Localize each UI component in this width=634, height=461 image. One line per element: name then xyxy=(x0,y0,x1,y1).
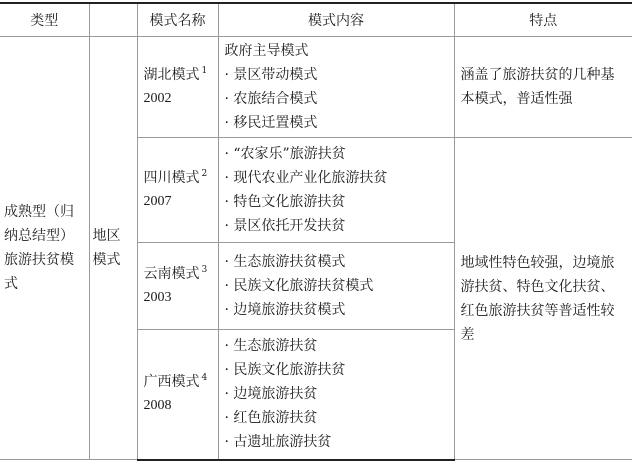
mode-content-cell xyxy=(218,330,454,460)
type-label: 成熟型（归纳总结型）旅游扶贫模式 xyxy=(4,204,74,292)
mode-year: 2007 xyxy=(143,194,172,209)
content-line: · 民族文化旅游扶贫 xyxy=(224,362,346,379)
feature-text: 地域性特色较强，边境旅游扶贫、特色文化扶贫、红色旅游扶贫等普适性较差 xyxy=(460,254,615,343)
header-mode-content: 模式内容 xyxy=(218,3,454,37)
footnote-mark: 4 xyxy=(201,373,208,384)
mode-name: 广西模式 xyxy=(143,374,200,391)
mode-year: 2008 xyxy=(143,398,172,414)
content-line: 政府主导模式 xyxy=(224,43,309,59)
mode-name: 云南模式 xyxy=(143,266,200,282)
content-line: · 特色文化旅游扶贫 xyxy=(224,194,346,210)
feature-text: 涵盖了旅游扶贫的几种基本模式，普适性强 xyxy=(460,67,615,107)
mode-name-cell xyxy=(137,37,218,138)
content-line: · 民族文化旅游扶贫模式 xyxy=(224,278,374,294)
feature-cell xyxy=(454,37,632,138)
content-line: · 古遗址旅游扶贫 xyxy=(224,434,332,451)
mode-table xyxy=(0,2,632,461)
feature-cell xyxy=(454,138,632,460)
content-line: · 红色旅游扶贫 xyxy=(224,410,318,427)
content-line: · 生态旅游扶贫模式 xyxy=(224,254,346,270)
mode-year: 2002 xyxy=(143,91,172,106)
header-features: 特点 xyxy=(454,3,632,37)
header-type: 类型 xyxy=(0,3,89,37)
content-line: · 边境旅游扶贫 xyxy=(224,386,318,403)
mode-content-cell xyxy=(218,243,454,330)
content-line: · 景区依托开发扶贫 xyxy=(224,218,346,234)
content-line: · 移民迁置模式 xyxy=(224,115,318,131)
mode-name-cell xyxy=(137,243,218,330)
content-line: · 边境旅游扶贫模式 xyxy=(224,302,346,318)
mode-content-cell xyxy=(218,37,454,138)
mode-name-cell xyxy=(137,138,218,243)
region-label: 地区模式 xyxy=(92,228,121,268)
footnote-mark: 1 xyxy=(201,66,208,76)
mode-name: 四川模式 xyxy=(143,170,200,186)
footnote-mark: 2 xyxy=(201,169,208,179)
type-cell xyxy=(0,37,89,460)
mode-content-cell xyxy=(218,138,454,243)
region-cell xyxy=(89,37,137,460)
content-line: · 生态旅游扶贫 xyxy=(224,338,318,355)
mode-name: 湖北模式 xyxy=(143,67,200,83)
header-mode-name: 模式名称 xyxy=(137,3,218,37)
content-line: · 农旅结合模式 xyxy=(224,91,318,107)
mode-name-cell xyxy=(137,330,218,460)
header-blank xyxy=(89,3,137,37)
content-line: · 现代农业产业化旅游扶贫 xyxy=(224,170,388,186)
content-line: · 景区带动模式 xyxy=(224,67,318,83)
header-row xyxy=(0,3,632,37)
table-row xyxy=(0,37,632,138)
mode-year: 2003 xyxy=(143,290,172,305)
content-line: · “农家乐”旅游扶贫 xyxy=(224,146,346,162)
footnote-mark: 3 xyxy=(201,265,208,275)
